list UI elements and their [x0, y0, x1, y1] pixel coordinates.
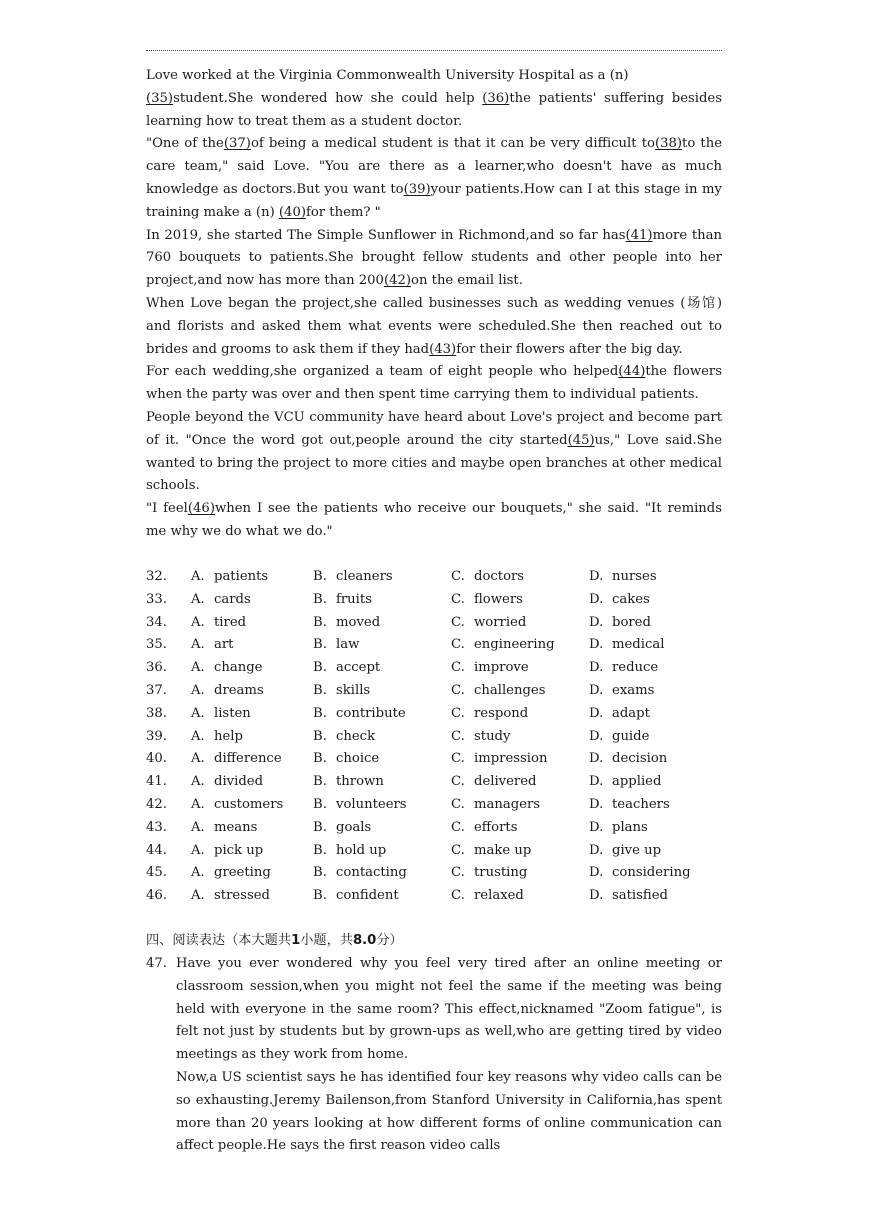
option-d [589, 862, 719, 885]
option-letter: D. [589, 819, 604, 835]
question-number: 45. [146, 865, 167, 881]
option-d [589, 794, 719, 817]
option-letter: D. [589, 751, 604, 767]
option-text: volunteers [336, 796, 407, 812]
option-letter: B. [313, 865, 327, 881]
option-d [589, 771, 719, 794]
option-letter: C. [451, 728, 465, 744]
option-letter: B. [313, 728, 327, 744]
option-c [451, 794, 589, 817]
option-letter: D. [589, 660, 604, 676]
option-d [589, 657, 719, 680]
option-letter: D. [589, 591, 604, 607]
option-letter: D. [589, 682, 604, 698]
option-text: choice [336, 751, 380, 767]
question-row [146, 726, 722, 749]
option-a [191, 657, 313, 680]
option-text: bored [612, 614, 651, 630]
option-text: cleaners [336, 569, 393, 584]
option-text: impression [474, 751, 548, 767]
option-text: engineering [474, 637, 555, 653]
option-text: pick up [214, 842, 264, 858]
option-a [191, 885, 313, 908]
question-number: 42. [146, 796, 167, 812]
option-d [589, 817, 719, 840]
option-letter: A. [191, 637, 205, 653]
question-47-paragraph-1: Have you ever wondered why you feel very tired after an online meeting or classroom session,when you might not feel the same if the meeting was being held with everyone in the same room? This effect,nicknamed "Zoom fatigue", is felt not just by students but by grown-ups as well,who are getting tired by video meetings as they work from home. [176, 956, 722, 1063]
option-text: make up [474, 842, 532, 858]
option-letter: C. [451, 682, 465, 698]
option-c [451, 634, 589, 657]
blank-44: (44) [618, 364, 646, 380]
option-letter: A. [191, 842, 205, 858]
option-letter: C. [451, 842, 465, 858]
option-c [451, 680, 589, 703]
option-text: decision [612, 751, 668, 767]
question-number: 32. [146, 569, 167, 584]
blank-46: (46) [187, 501, 215, 517]
option-text: thrown [336, 774, 384, 790]
passage-paragraph-3: In 2019, she started The Simple Sunflower in Richmond,and so far has(41)more than 760 bouquets to patients.She brought fellow students and other people into her project,and now has more than 200(42)on the email list. [146, 227, 722, 289]
option-letter: A. [191, 728, 205, 744]
question-number: 37. [146, 682, 167, 698]
option-text: dreams [214, 682, 264, 698]
option-letter: B. [313, 796, 327, 812]
option-c [451, 771, 589, 794]
passage-paragraph-2: "One of the(37)of being a medical student is that it can be very difficult to(38)to the care team," said Love. "You are there as a learner,who doesn't have as much knowledge as doctors.But you want to(39)your patients.How can I at this stage in my training make a (n) (40)for them? " [146, 136, 722, 220]
option-letter: C. [451, 591, 465, 607]
option-text: stressed [214, 888, 270, 904]
option-text: greeting [214, 865, 271, 881]
option-text: exams [612, 682, 655, 698]
option-a [191, 726, 313, 749]
top-dotted-rule [146, 50, 722, 51]
option-letter: C. [451, 614, 465, 630]
option-text: give up [612, 842, 662, 858]
blank-39: (39) [403, 181, 431, 197]
question-47-paragraph-2: Now,a US scientist says he has identified four key reasons why video calls can be so exhausting.Jeremy Bailenson,from Stanford University in California,has spent more than 20 years looking at how different forms of online communication can affect people.He says the first reason video calls [176, 1069, 722, 1154]
option-b [313, 771, 451, 794]
option-letter: D. [589, 774, 604, 790]
option-text: confident [336, 888, 399, 904]
option-c [451, 726, 589, 749]
option-text: contacting [336, 865, 407, 881]
option-b [313, 612, 451, 635]
option-c [451, 612, 589, 635]
option-text: satisfied [612, 888, 668, 904]
option-c [451, 817, 589, 840]
blank-41: (41) [625, 227, 653, 243]
option-letter: B. [313, 614, 327, 630]
option-text: improve [474, 660, 529, 676]
option-c [451, 589, 589, 612]
option-d [589, 840, 719, 863]
question-number: 46. [146, 888, 167, 904]
question-number: 39. [146, 728, 167, 744]
option-d [589, 634, 719, 657]
blank-37: (37) [223, 136, 251, 152]
option-text: skills [336, 682, 371, 698]
option-c [451, 566, 589, 589]
option-text: doctors [474, 569, 525, 584]
option-text: relaxed [474, 888, 524, 904]
option-d [589, 566, 719, 589]
option-letter: A. [191, 591, 205, 607]
option-d [589, 680, 719, 703]
option-letter: A. [191, 569, 205, 584]
question-row [146, 748, 722, 771]
question-row [146, 840, 722, 863]
option-letter: A. [191, 796, 205, 812]
option-letter: A. [191, 865, 205, 881]
question-row [146, 612, 722, 635]
cloze-passage [146, 65, 722, 544]
option-a [191, 840, 313, 863]
option-text: trusting [474, 865, 528, 881]
question-row [146, 680, 722, 703]
option-b [313, 703, 451, 726]
blank-35: (35) [146, 90, 174, 106]
option-text: challenges [474, 682, 546, 698]
option-letter: A. [191, 682, 205, 698]
option-letter: D. [589, 614, 604, 630]
option-text: fruits [336, 591, 372, 607]
option-letter: B. [313, 705, 327, 721]
section-heading: 四、阅读表达（本大题共1小题，共8.0分） [146, 933, 403, 948]
option-letter: D. [589, 888, 604, 904]
question-row [146, 657, 722, 680]
option-d [589, 612, 719, 635]
option-text: medical [612, 637, 665, 653]
option-letter: A. [191, 774, 205, 790]
option-c [451, 885, 589, 908]
passage-paragraph-4: When Love began the project,she called businesses such as wedding venues (场馆) and florists and asked them what events were scheduled.She then reached out to brides and grooms to ask them if they had(43)for their flowers after the big day. [146, 295, 722, 357]
option-b [313, 726, 451, 749]
answer-options-list [146, 566, 722, 908]
option-text: cakes [612, 591, 650, 607]
blank-43: (43) [429, 341, 457, 357]
option-b [313, 862, 451, 885]
option-text: guide [612, 728, 650, 744]
option-letter: A. [191, 705, 205, 721]
option-text: managers [474, 796, 541, 812]
question-number: 34. [146, 614, 167, 630]
question-row [146, 771, 722, 794]
option-text: respond [474, 705, 529, 721]
question-number: 43. [146, 819, 167, 835]
option-letter: B. [313, 819, 327, 835]
option-letter: B. [313, 682, 327, 698]
question-number: 33. [146, 591, 167, 607]
option-text: patients [214, 569, 269, 584]
option-letter: D. [589, 728, 604, 744]
option-text: art [214, 637, 234, 653]
option-text: reduce [612, 660, 659, 676]
option-d [589, 589, 719, 612]
option-text: listen [214, 705, 251, 721]
option-d [589, 726, 719, 749]
option-letter: B. [313, 842, 327, 858]
option-c [451, 748, 589, 771]
option-b [313, 748, 451, 771]
option-text: goals [336, 819, 372, 835]
option-c [451, 657, 589, 680]
question-number: 38. [146, 705, 167, 721]
blank-42: (42) [383, 273, 412, 289]
option-letter: C. [451, 774, 465, 790]
question-number: 44. [146, 842, 167, 858]
question-row [146, 589, 722, 612]
option-letter: C. [451, 569, 465, 584]
option-a [191, 862, 313, 885]
option-letter: A. [191, 819, 205, 835]
blank-36: (36) [482, 90, 510, 106]
option-a [191, 794, 313, 817]
option-letter: D. [589, 865, 604, 881]
option-a [191, 634, 313, 657]
option-text: plans [612, 819, 648, 835]
option-text: help [214, 728, 243, 744]
option-text: considering [612, 865, 691, 881]
option-text: tired [214, 614, 247, 630]
blank-38: (38) [654, 136, 683, 152]
option-text: means [214, 819, 258, 835]
question-number: 36. [146, 660, 167, 676]
option-a [191, 703, 313, 726]
option-text: change [214, 660, 263, 676]
question-row [146, 703, 722, 726]
option-b [313, 657, 451, 680]
option-letter: C. [451, 819, 465, 835]
option-letter: A. [191, 751, 205, 767]
option-letter: B. [313, 637, 327, 653]
option-letter: C. [451, 865, 465, 881]
option-d [589, 748, 719, 771]
question-number: 35. [146, 637, 167, 653]
option-letter: C. [451, 705, 465, 721]
option-a [191, 589, 313, 612]
option-a [191, 748, 313, 771]
option-text: accept [336, 660, 381, 676]
option-b [313, 840, 451, 863]
option-b [313, 634, 451, 657]
passage-paragraph-6: People beyond the VCU community have heard about Love's project and become part of it. "Once the word got out,people around the city started(45)us," Love said.She wanted to bring the project to more cities and maybe open branches at other medical schools. [146, 409, 722, 494]
option-b [313, 566, 451, 589]
option-letter: C. [451, 637, 465, 653]
option-letter: C. [451, 888, 465, 904]
option-letter: B. [313, 591, 327, 607]
option-b [313, 885, 451, 908]
option-letter: B. [313, 888, 327, 904]
question-47 [146, 953, 722, 1158]
option-text: flowers [474, 591, 523, 607]
option-text: law [336, 637, 360, 653]
option-text: adapt [612, 705, 650, 721]
option-text: nurses [612, 569, 657, 584]
option-letter: C. [451, 660, 465, 676]
option-letter: B. [313, 751, 327, 767]
option-b [313, 794, 451, 817]
option-b [313, 817, 451, 840]
question-number: 40. [146, 751, 167, 767]
option-a [191, 612, 313, 635]
option-c [451, 862, 589, 885]
option-text: difference [214, 751, 282, 767]
option-letter: B. [313, 569, 327, 584]
option-text: delivered [474, 774, 537, 790]
option-text: study [474, 728, 511, 744]
option-a [191, 771, 313, 794]
option-letter: D. [589, 705, 604, 721]
option-letter: C. [451, 796, 465, 812]
option-b [313, 589, 451, 612]
option-d [589, 703, 719, 726]
option-letter: D. [589, 796, 604, 812]
option-letter: D. [589, 842, 604, 858]
blank-45: (45) [567, 432, 595, 448]
question-row [146, 794, 722, 817]
option-c [451, 840, 589, 863]
option-letter: D. [589, 637, 604, 653]
option-a [191, 680, 313, 703]
option-text: hold up [336, 842, 387, 858]
option-letter: B. [313, 660, 327, 676]
option-text: efforts [474, 819, 518, 835]
question-row [146, 566, 722, 589]
option-letter: D. [589, 569, 604, 584]
question-row [146, 885, 722, 908]
question-number: 47. [146, 956, 167, 971]
option-text: moved [336, 614, 381, 630]
option-b [313, 680, 451, 703]
passage-paragraph-5: For each wedding,she organized a team of eight people who helped(44)the flowers when the party was over and then spent time carrying them to individual patients. [146, 364, 722, 403]
option-text: cards [214, 591, 251, 607]
option-text: applied [612, 774, 662, 790]
passage-paragraph-1: Love worked at the Virginia Commonwealth University Hospital as a (n) (35)student.She wondered how she could help (36)the patients' suffering besides learning how to treat them as a student doctor. [146, 68, 723, 129]
option-text: customers [214, 796, 284, 812]
option-a [191, 817, 313, 840]
option-d [589, 885, 719, 908]
option-a [191, 566, 313, 589]
option-text: divided [214, 774, 264, 790]
question-row [146, 862, 722, 885]
question-row [146, 817, 722, 840]
option-letter: A. [191, 888, 205, 904]
question-row [146, 634, 722, 657]
option-letter: A. [191, 614, 205, 630]
question-number: 41. [146, 774, 167, 790]
option-text: teachers [612, 796, 670, 812]
option-text: contribute [336, 705, 406, 721]
blank-40: (40) [278, 204, 306, 220]
option-letter: C. [451, 751, 465, 767]
option-letter: A. [191, 660, 205, 676]
option-c [451, 703, 589, 726]
option-text: check [336, 728, 376, 744]
option-letter: B. [313, 774, 327, 790]
passage-paragraph-7: "I feel(46)when I see the patients who receive our bouquets," she said. "It reminds me why we do what we do." [146, 501, 722, 539]
option-text: worried [474, 614, 527, 630]
